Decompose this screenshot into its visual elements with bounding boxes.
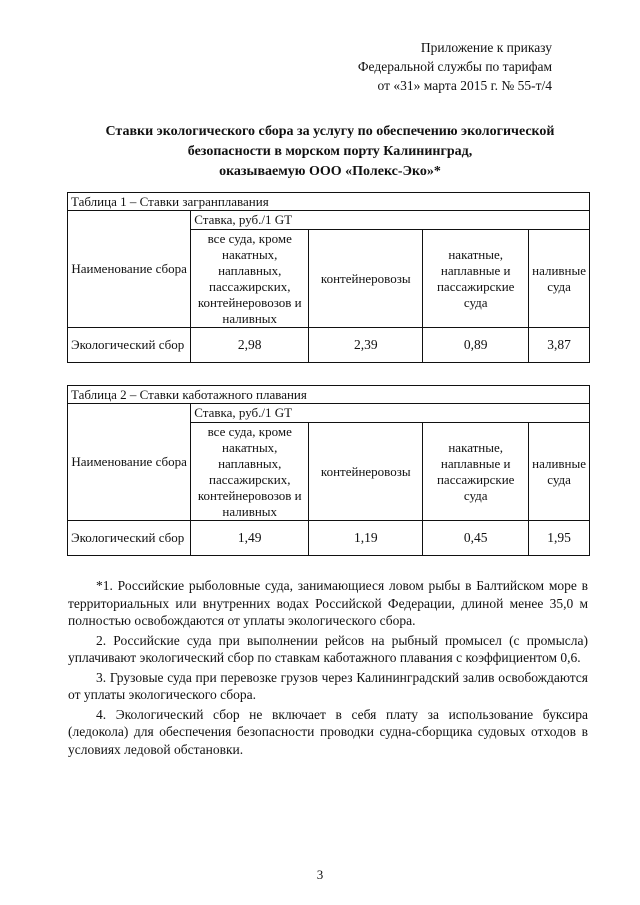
footnotes: [68, 577, 588, 760]
footnote-4: 4. Экологический сбор не включает в себя плату за использование буксира (ледокола) для обеспечения безопасности проводки судна-сборщика судовых отходов в условиях ледовой обстановки.: [68, 706, 588, 757]
column-header: все суда, кроме накатных, наплавных, пассажирских, контейнеровозов и наливных: [191, 230, 309, 328]
table-cabotage-rates: [67, 385, 590, 556]
column-header: контейнеровозы: [309, 230, 423, 328]
page-number: 3: [316, 867, 324, 882]
appendix-line-2: Федеральной службы по тарифам: [357, 59, 552, 74]
rate-value-cell: 1,19: [309, 521, 423, 556]
rate-header: Ставка, руб./1 GT: [191, 404, 590, 423]
appendix-header: [358, 38, 552, 95]
table-caption: Таблица 2 – Ставки каботажного плавания: [68, 386, 590, 404]
table-caption: Таблица 1 – Ставки загранплавания: [68, 193, 590, 211]
title-line-3: оказываемую ООО «Полекс-Эко»*: [219, 164, 441, 179]
rate-value-cell: 3,87: [529, 328, 590, 363]
appendix-line-1: Приложение к приказу: [420, 40, 552, 55]
column-header: контейнеровозы: [309, 423, 423, 521]
appendix-line-3: от «31» марта 2015 г. № 55-т/4: [377, 78, 552, 93]
table-foreign-navigation-rates: [67, 192, 590, 363]
rate-value-cell: 0,89: [423, 328, 529, 363]
footnote-3: 3. Грузовые суда при перевозке грузов через Калининградский залив освобождаются от уплаты экологического сбора.: [68, 669, 588, 702]
rate-value-cell: 1,95: [529, 521, 590, 556]
footnote-2: 2. Российские суда при выполнении рейсов на рыбный промысел (с промысла) уплачивают экологический сбор по ставкам каботажного плавания с коэффициентом 0,6.: [68, 632, 588, 665]
row-name-cell: Экологический сбор: [68, 521, 191, 556]
column-header: наливные суда: [529, 423, 590, 521]
title-line-2: безопасности в морском порту Калининград,: [187, 144, 473, 159]
title-line-1: Ставки экологического сбора за услугу по обеспечению экологической: [105, 124, 555, 139]
fee-name-header: Наименование сбора: [68, 404, 191, 521]
column-header: наливные суда: [529, 230, 590, 328]
rate-value-cell: 0,45: [423, 521, 529, 556]
column-header: накатные, наплавные и пассажирские суда: [423, 423, 529, 521]
rate-value-cell: 2,39: [309, 328, 423, 363]
document-title: [60, 122, 600, 182]
rate-header: Ставка, руб./1 GT: [191, 211, 590, 230]
row-name-cell: Экологический сбор: [68, 328, 191, 363]
column-header: все суда, кроме накатных, наплавных, пассажирских, контейнеровозов и наливных: [191, 423, 309, 521]
footnote-1: *1. Российские рыболовные суда, занимающиеся ловом рыбы в Балтийском море в территориальных или внутренних водах Российской Федерации, длиной менее 35,0 м полностью освобождаются от уплаты экологического сбора.: [68, 578, 588, 628]
rate-value-cell: 2,98: [191, 328, 309, 363]
column-header: накатные, наплавные и пассажирские суда: [423, 230, 529, 328]
fee-name-header: Наименование сбора: [68, 211, 191, 328]
rate-value-cell: 1,49: [191, 521, 309, 556]
